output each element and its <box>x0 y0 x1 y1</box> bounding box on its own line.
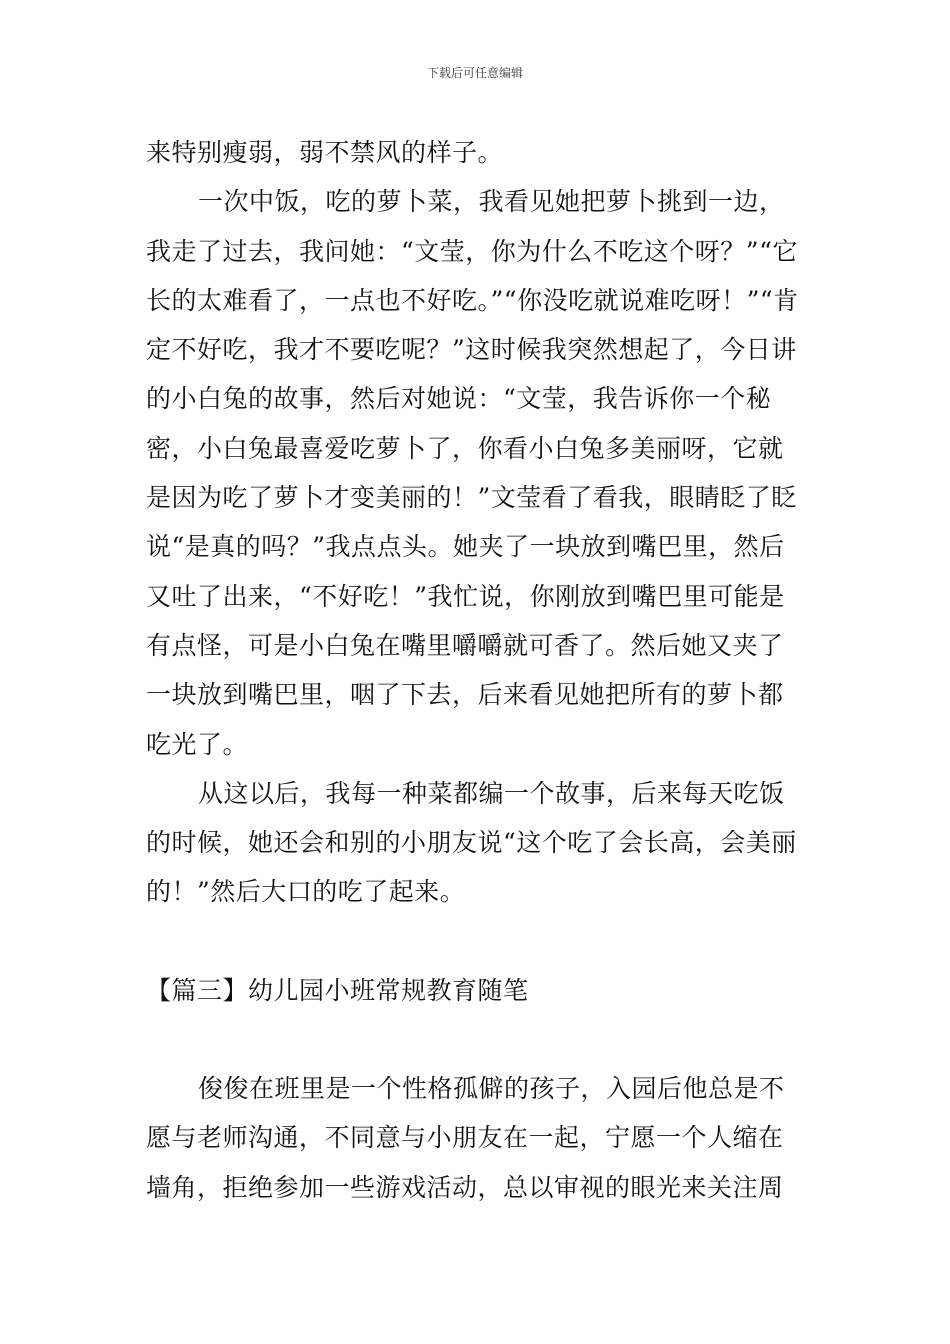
section-heading: 【篇三】幼儿园小班常规教育随笔 <box>146 975 529 1005</box>
paragraph-3: 从这以后，我每一种菜都编一个故事，后来每天吃饭的时候，她还会和别的小朋友说“这个吃了会长高，会美丽的！”然后大口的吃了起来。 <box>146 778 797 907</box>
page-header: 下载后可任意编辑 <box>426 66 523 80</box>
paragraph-1: 来特别瘦弱，弱不禁风的样子。 <box>146 138 504 167</box>
document-body <box>146 128 808 1212</box>
paragraph-2: 一次中饭，吃的萝卜菜，我看见她把萝卜挑到一边，我走了过去，我问她：“文莹，你为什么不吃这个呀？”“它长的太难看了，一点也不好吃。”“你没吃就说难吃呀！”“肯定不好吃，我才不要吃呢？”这时候我突然想起了，今日讲的小白兔的故事，然后对她说：“文莹，我告诉你一个秘密，小白兔最喜爱吃萝卜了，你看小白兔多美丽呀，它就是因为吃了萝卜才变美丽的！”文莹看了看我，眼睛眨了眨说“是真的吗？”我点点头。她夹了一块放到嘴巴里，然后又吐了出来，“不好吃！”我忙说，你刚放到嘴巴里可能是有点怪，可是小白兔在嘴里嚼嚼就可香了。然后她又夹了一块放到嘴巴里，咽了下去，后来看见她把所有的萝卜都吃光了。 <box>146 187 799 759</box>
paragraph-4: 俊俊在班里是一个性格孤僻的孩子，入园后他总是不愿与老师沟通，不同意与小朋友在一起，宁愿一个人缩在墙角，拒绝参加一些游戏活动，总以审视的眼光来关注周 <box>146 1074 785 1202</box>
